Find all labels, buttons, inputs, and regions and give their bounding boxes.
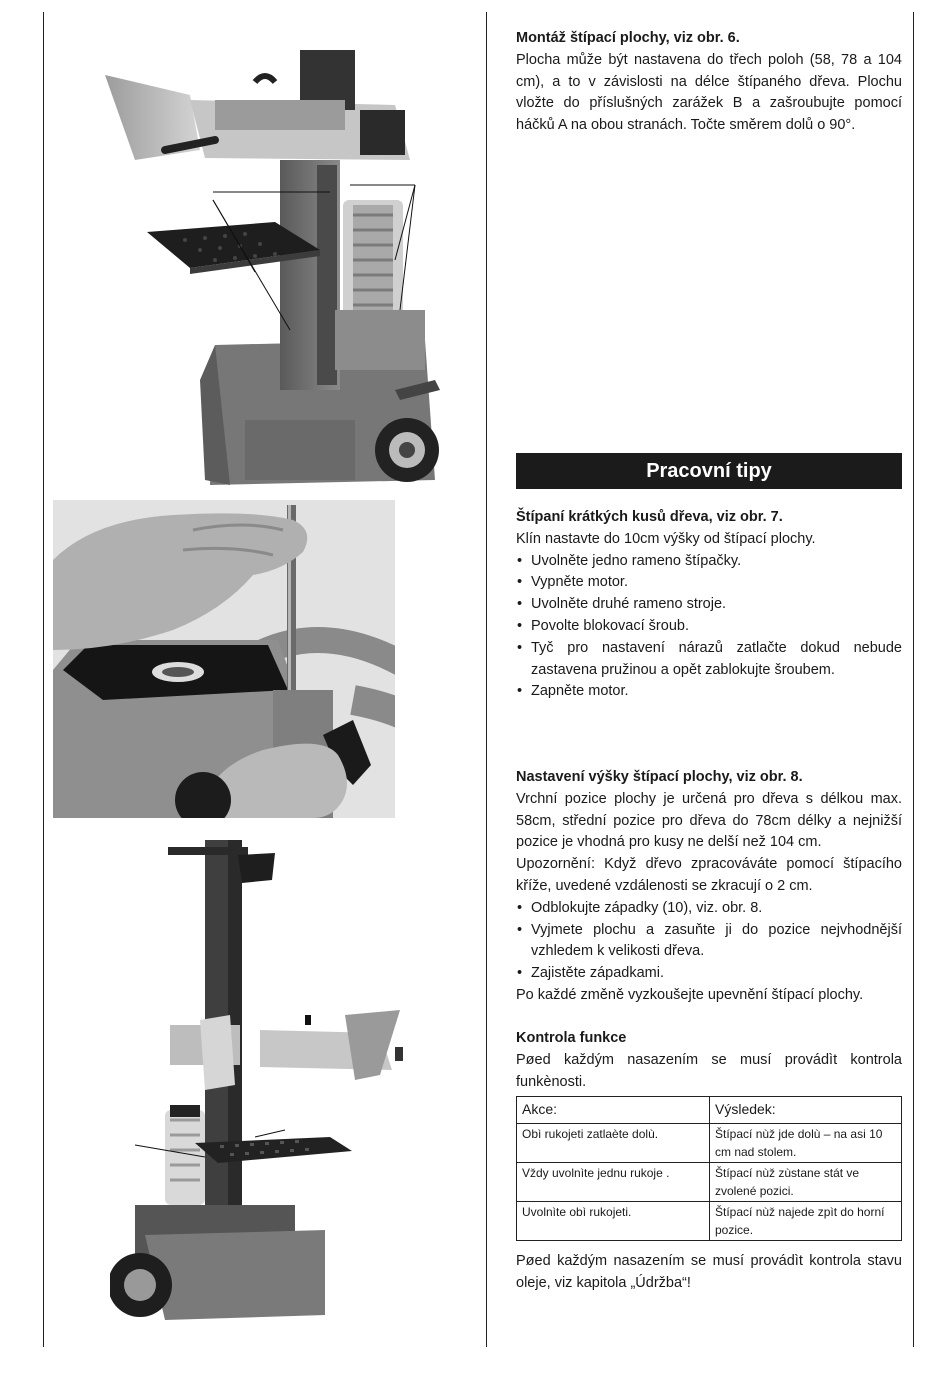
right-margin-rule: [913, 12, 914, 1347]
short-pieces-heading: Štípaní krátkých kusů dřeva, viz obr. 7.: [516, 509, 783, 525]
table-cell-action: Vždy uvolnìte jednu rukoje .: [517, 1163, 710, 1202]
list-item: • Vyjmete plochu a zasuňte ji do pozice nejvhodnější vzhledem k velikosti dřeva.: [516, 920, 902, 964]
function-check-intro: Pøed každým nasazením se musí provádìt kontrola funkènosti.: [516, 1051, 902, 1090]
short-pieces-section: [516, 507, 902, 703]
table-row: [517, 1124, 902, 1163]
mount-section: [516, 28, 902, 137]
figure-7-stop-rod-adjustment-photo: [53, 500, 395, 818]
list-item: • Odblokujte západky (10), viz. obr. 8.: [516, 898, 902, 920]
list-item: • Zajistěte západkami.: [516, 963, 902, 985]
table-height-section: [516, 767, 902, 1007]
table-height-closing: Po každé změně vyzkoušejte upevnění štípací plochy.: [516, 986, 864, 1003]
table-cell-result: Štípací nùž zùstane stát ve zvolené pozici.: [710, 1163, 902, 1202]
list-item: • Uvolněte jedno rameno štípačky.: [516, 551, 902, 573]
list-item: • Vypněte motor.: [516, 572, 902, 594]
table-cell-action: Obì rukojeti zatlaète dolù.: [517, 1124, 710, 1163]
table-height-paragraph-1: Vrchní pozice plochy je určená pro dřeva s délkou max. 58cm, střední pozice pro dřeva do 78cm délky a nejnižší pozice je vhodná pro kusy ne delší než 104 cm.: [516, 790, 902, 851]
short-pieces-bullets: [516, 551, 902, 704]
function-check-heading: Kontrola funkce: [516, 1030, 627, 1046]
table-height-bullets: [516, 898, 902, 985]
mount-heading: Montáž štípací plochy, viz obr. 6.: [516, 30, 740, 46]
table-cell-result: Štípací nùž najede zpìt do horní pozice.: [710, 1202, 902, 1241]
table-header-row: [517, 1097, 902, 1124]
column-divider-rule: [486, 12, 487, 1347]
list-item: • Zapněte motor.: [516, 681, 902, 703]
table-row: [517, 1163, 902, 1202]
function-check-table: [516, 1096, 902, 1241]
figure-8-splitter-upright-photo: [110, 835, 420, 1325]
left-margin-rule: [43, 12, 44, 1347]
figure-6-splitter-table-photo: [95, 40, 460, 495]
table-row: [517, 1202, 902, 1241]
list-item: • Uvolněte druhé rameno stroje.: [516, 594, 902, 616]
mount-paragraph: Plocha může být nastavena do třech poloh (58, 78 a 104 cm), a to v závislosti na délce štípaného dřeva. Plochu vložte do příslušných zarážek B a zašroubujte pomocí háčků A na obou stranách. Točte směrem dolů o 90°.: [516, 51, 902, 134]
table-height-heading: Nastavení výšky štípací plochy, viz obr. 8.: [516, 769, 803, 785]
working-tips-banner: Pracovní tipy: [516, 453, 902, 489]
short-pieces-intro: Klín nastavte do 10cm výšky od štípací plochy.: [516, 530, 816, 547]
table-height-paragraph-2: Upozornění: Když dřevo zpracováváte pomocí štípacího kříže, uvedené vzdálenosti se zkracují o 2 cm.: [516, 856, 902, 894]
column-header-action: Akce:: [517, 1097, 710, 1124]
list-item: • Tyč pro nastavení nárazů zatlačte dokud nebude zastavena pružinou a opět zablokujte šroubem.: [516, 638, 902, 682]
function-check-section: [516, 1028, 902, 1295]
table-cell-result: Štípací nùž jde dolù – na asi 10 cm nad stolem.: [710, 1124, 902, 1163]
function-check-closing: Pøed každým nasazením se musí provádìt kontrola stavu oleje, viz kapitola „Údržba“!: [516, 1253, 902, 1291]
table-cell-action: Uvolnìte obì rukojeti.: [517, 1202, 710, 1241]
list-item: • Povolte blokovací šroub.: [516, 616, 902, 638]
column-header-result: Výsledek:: [710, 1097, 902, 1124]
